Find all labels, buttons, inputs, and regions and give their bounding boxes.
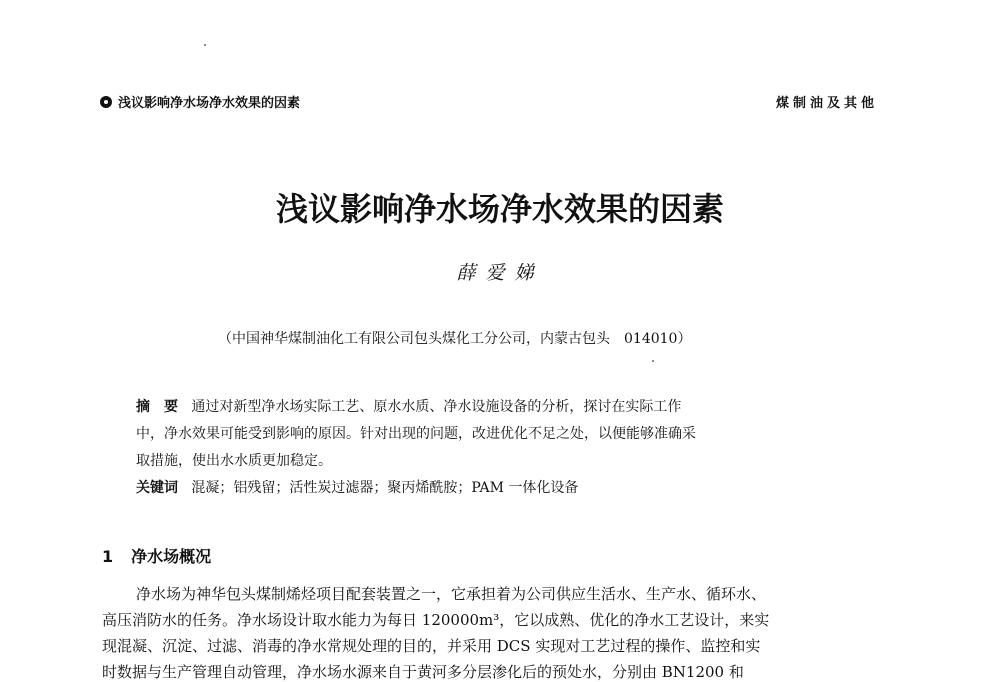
running-header-left: [100, 92, 300, 111]
author-affiliation: （中国神华煤制油化工有限公司包头煤化工分公司，内蒙古包头 014010）: [218, 331, 692, 347]
keywords-label: 关键词: [136, 480, 178, 496]
running-header-right: 煤制油及其他: [775, 96, 878, 111]
keywords-text: 混凝；铝残留；活性炭过滤器；聚丙烯酰胺；PAM 一体化设备: [191, 480, 579, 496]
body-line-1: 净水场为神华包头煤制烯烃项目配套装置之一，它承担着为公司供应生活水、生产水、循环水、: [136, 585, 767, 603]
section-title: 净水场概况: [131, 547, 212, 566]
body-line-2: 高压消防水的任务。净水场设计取水能力为每日 120000m³，它以成熟、优化的净水工艺设计，来实: [102, 611, 770, 629]
scan-speck: [652, 360, 654, 362]
abstract-text: 通过对新型净水场实际工艺、原水水质、净水设施设备的分析，探讨在实际工作: [191, 399, 682, 415]
section-number: 1: [102, 547, 114, 566]
scan-speck: [204, 44, 206, 46]
body-line-3: 现混凝、沉淀、过滤、消毒的净水常规处理的目的，并采用 DCS 实现对工艺过程的操作、监控和实: [102, 637, 761, 655]
keywords-line: [136, 477, 578, 497]
abstract-label: 摘 要: [136, 399, 178, 415]
section-heading: [102, 544, 211, 567]
running-header-left-text: 浅议影响净水场净水效果的因素: [118, 96, 301, 111]
bullet-icon: [100, 96, 112, 108]
paper-title: 浅议影响净水场净水效果的因素: [275, 190, 724, 228]
abstract-line-2: 中，净水效果可能受到影响的原因。针对出现的问题，改进优化不足之处，以便能够准确采: [136, 426, 696, 442]
body-line-4: 时数据与生产管理自动管理，净水场水源来自于黄河多分层渗化后的预处水，分别由 BN1200 和: [102, 663, 744, 681]
author-name: 薛爱娣: [456, 262, 544, 284]
abstract-line-3: 取措施，使出水水质更加稳定。: [136, 453, 332, 469]
abstract-line-1: [136, 396, 681, 416]
